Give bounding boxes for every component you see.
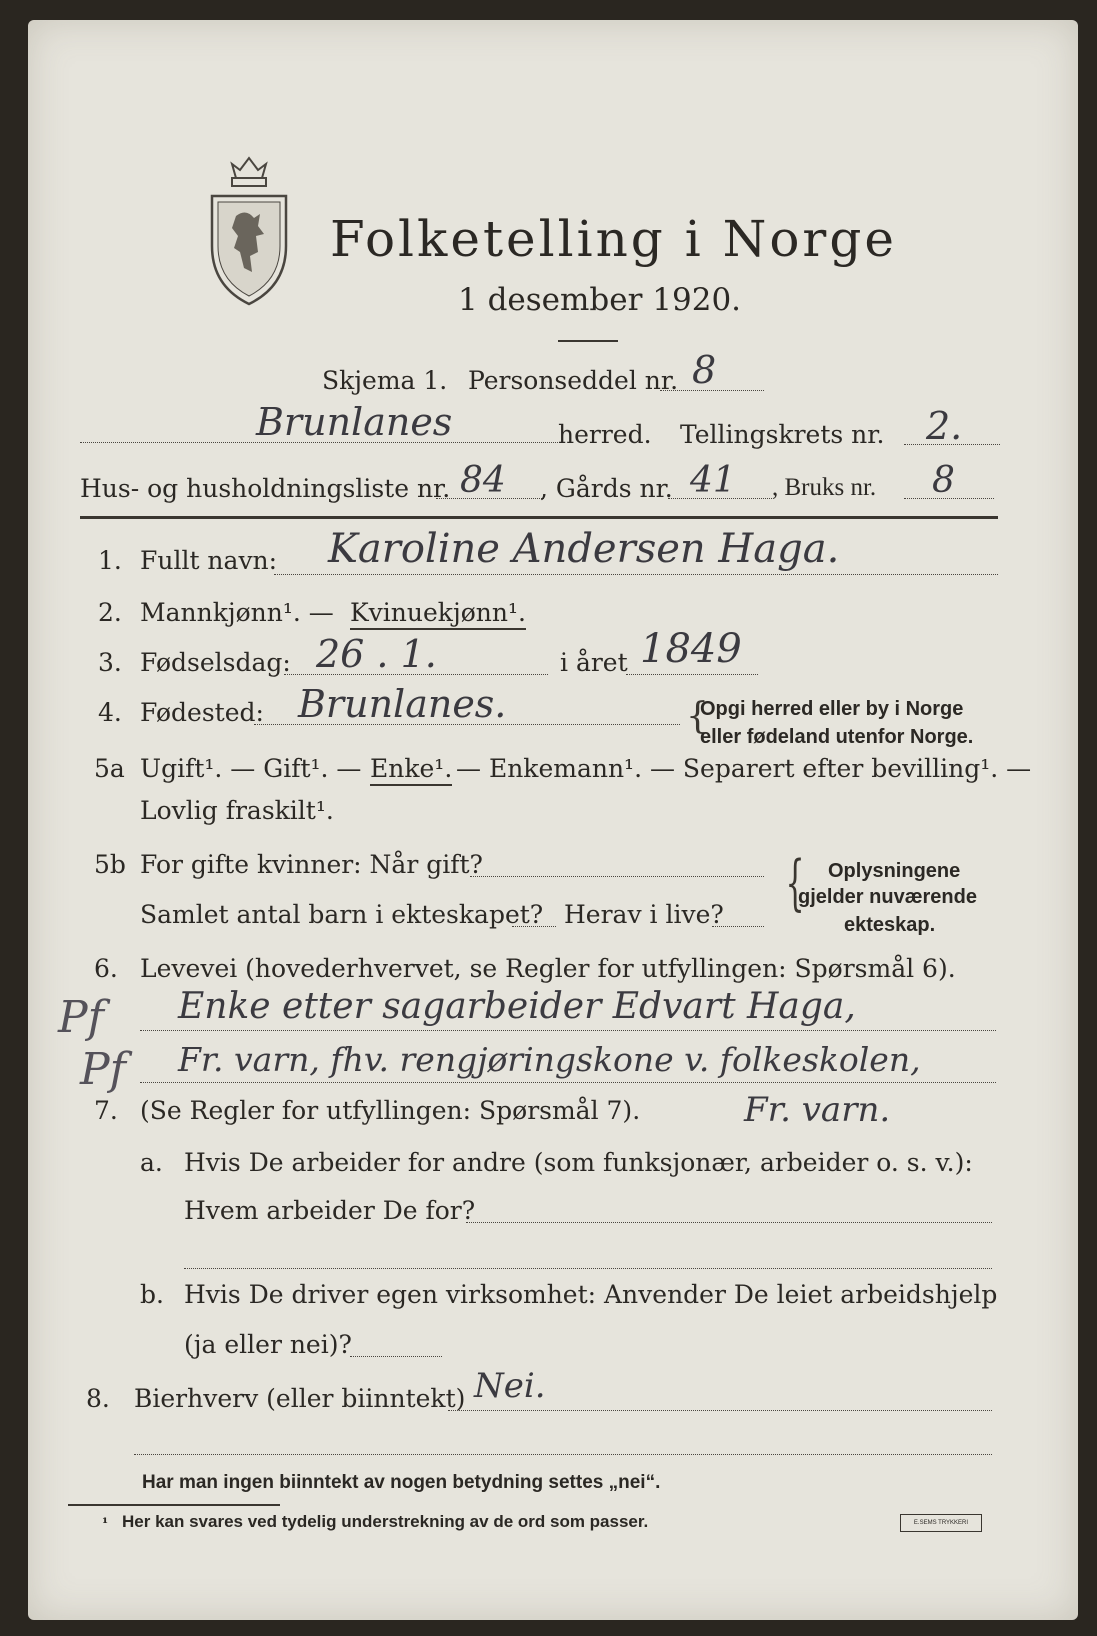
q8-label: Bierhverv (eller biinntekt) bbox=[134, 1384, 466, 1413]
header-rule bbox=[80, 516, 998, 519]
q5b-number: 5b bbox=[94, 850, 126, 879]
birthdate-value[interactable]: 26 . 1. bbox=[316, 632, 437, 676]
occupation-value-2[interactable]: Fr. varn, fhv. rengjøringskone v. folkeskolen, bbox=[178, 1040, 921, 1079]
q1-label: Fullt navn: bbox=[140, 546, 278, 575]
margin-code-2: Pf bbox=[80, 1044, 126, 1095]
q5a-number: 5a bbox=[94, 754, 125, 783]
census-form bbox=[28, 20, 1078, 1620]
side-income-line-2 bbox=[134, 1454, 992, 1455]
gards-value[interactable]: 41 bbox=[690, 460, 736, 501]
side-income-line bbox=[448, 1410, 992, 1411]
children-alive-line bbox=[712, 926, 764, 927]
footnote-mark: ¹ bbox=[102, 1516, 109, 1532]
q7b-letter: b. bbox=[140, 1280, 164, 1309]
q3-number: 3. bbox=[98, 648, 122, 677]
q4-note-line2: eller fødeland utenfor Norge. bbox=[700, 726, 974, 748]
female-option-underlined[interactable]: Kvinuekjønn¹. bbox=[350, 598, 526, 630]
side-income-value[interactable]: Nei. bbox=[474, 1366, 546, 1406]
hus-label: Hus- og husholdningsliste nr. bbox=[80, 474, 451, 503]
marital-options-1[interactable]: Ugift¹. — Gift¹. — bbox=[140, 754, 362, 783]
year-line bbox=[626, 674, 758, 675]
q6-number: 6. bbox=[94, 954, 118, 983]
personseddel-label: Personseddel nr. bbox=[468, 366, 679, 395]
q7-handwritten[interactable]: Fr. varn. bbox=[744, 1090, 891, 1130]
tellingskrets-label: Tellingskrets nr. bbox=[680, 420, 885, 449]
q4-label: Fødested: bbox=[140, 698, 264, 727]
q1-line bbox=[274, 574, 998, 575]
margin-code-1: Pf bbox=[58, 992, 104, 1043]
gards-label: , Gårds nr. bbox=[540, 474, 673, 503]
form-title: Folketelling i Norge bbox=[330, 210, 897, 268]
tellingskrets-value[interactable]: 2. bbox=[926, 404, 963, 448]
herred-value[interactable]: Brunlanes bbox=[256, 400, 453, 444]
marital-options-2[interactable]: — Enkemann¹. — Separert efter bevilling¹. — bbox=[456, 754, 1032, 783]
q7b-yes-no-label: (ja eller nei)? bbox=[184, 1330, 352, 1359]
printer-stamp: E.SEMS TRYKKERI bbox=[900, 1514, 982, 1532]
q1-number: 1. bbox=[98, 546, 122, 575]
year-label: i året bbox=[560, 648, 628, 677]
married-when-label: For gifte kvinner: Når gift? bbox=[140, 850, 483, 879]
q4-brace: { bbox=[686, 696, 709, 737]
birth-year-value[interactable]: 1849 bbox=[640, 626, 742, 672]
title-divider bbox=[558, 340, 618, 342]
bruks-label: , Bruks nr. bbox=[772, 474, 877, 501]
skjema-label: Skjema 1. bbox=[322, 366, 448, 395]
occupation-value-1[interactable]: Enke etter sagarbeider Edvart Haga, bbox=[178, 986, 856, 1027]
footnote-text: Her kan svares ved tydelig understrekning av de ord som passer. bbox=[122, 1512, 649, 1531]
occupation-line-2 bbox=[140, 1082, 996, 1083]
divorced-option[interactable]: Lovlig fraskilt¹. bbox=[140, 796, 334, 825]
q5b-note-1: Oplysningene bbox=[828, 860, 961, 882]
q4-note-line1: Opgi herred eller by i Norge bbox=[700, 698, 964, 720]
yes-no-line[interactable] bbox=[350, 1356, 442, 1357]
employer-line-2[interactable] bbox=[184, 1268, 992, 1269]
q7a-question: Hvis De arbeider for andre (som funksjonær, arbeider o. s. v.): bbox=[184, 1148, 973, 1177]
coat-of-arms-icon bbox=[206, 156, 292, 306]
hus-value[interactable]: 84 bbox=[460, 460, 506, 501]
occupation-line-1 bbox=[140, 1030, 996, 1031]
herred-label: herred. bbox=[558, 420, 652, 449]
children-total-label: Samlet antal barn i ekteskapet? bbox=[140, 900, 544, 929]
children-total-line bbox=[512, 926, 556, 927]
personseddel-value[interactable]: 8 bbox=[692, 348, 717, 392]
q2-number: 2. bbox=[98, 598, 122, 627]
q6-label: Levevei (hovederhvervet, se Regler for utfyllingen: Spørsmål 6). bbox=[140, 954, 956, 983]
q7a-employer-label: Hvem arbeider De for? bbox=[184, 1196, 476, 1225]
widow-option-underlined[interactable]: Enke¹. bbox=[370, 754, 452, 786]
male-option[interactable]: Mannkjønn¹. — bbox=[140, 598, 334, 627]
q5b-note-2: gjelder nuværende bbox=[798, 886, 977, 908]
q8-number: 8. bbox=[86, 1384, 110, 1413]
q4-number: 4. bbox=[98, 698, 122, 727]
no-income-note: Har man ingen biinntekt av nogen betydning settes „nei“. bbox=[142, 1472, 661, 1493]
q5b-note-3: ekteskap. bbox=[844, 914, 936, 936]
q3-label: Fødselsdag: bbox=[140, 648, 291, 677]
q7-label: (Se Regler for utfyllingen: Spørsmål 7). bbox=[140, 1096, 641, 1125]
census-date: 1 desember 1920. bbox=[458, 282, 742, 318]
q5b-brace: { bbox=[785, 848, 805, 918]
full-name-value[interactable]: Karoline Andersen Haga. bbox=[328, 526, 840, 572]
married-when-line bbox=[470, 876, 764, 877]
q7-number: 7. bbox=[94, 1096, 118, 1125]
employer-line-1[interactable] bbox=[466, 1222, 992, 1223]
footnote-rule bbox=[68, 1504, 280, 1506]
birthplace-value[interactable]: Brunlanes. bbox=[298, 682, 507, 726]
children-alive-label: Herav i live? bbox=[564, 900, 724, 929]
q7a-letter: a. bbox=[140, 1148, 163, 1177]
q7b-question: Hvis De driver egen virksomhet: Anvender De leiet arbeidshjelp bbox=[184, 1280, 998, 1309]
bruks-value[interactable]: 8 bbox=[932, 460, 955, 501]
